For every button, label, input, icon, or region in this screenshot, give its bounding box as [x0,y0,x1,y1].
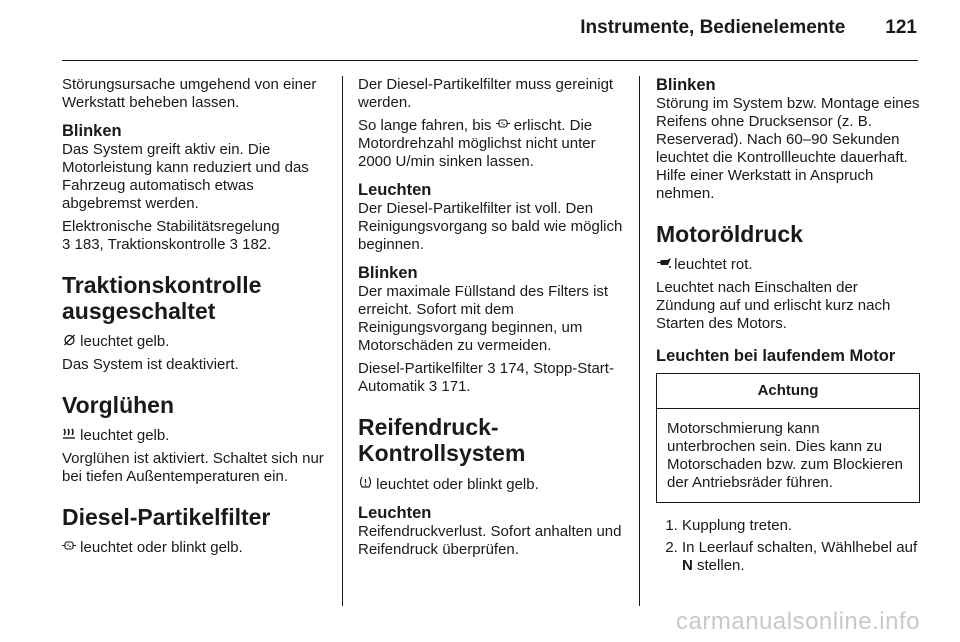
page-reference-arrow-icon: 3 [62,236,71,253]
dpf-status: leuchtet oder blinkt gelb. [80,539,243,556]
reference-text: Diesel-Partikelfilter 3 174, Stopp-Start-Automatik 3 171. [358,360,614,395]
warning-text: Motorschmierung kann unterbrochen sein. Dies kann zu Motorschaden bzw. zum Blockieren der Antriebsräder führen. [667,420,903,491]
glow-plug-icon [62,427,76,445]
page-reference-arrow-icon: 3 [428,378,438,395]
traction-off-icon [62,333,76,351]
page-number: 121 [885,17,917,38]
dpf-cleaning-text: Der Diesel-Partikelfilter muss gereinigt werden. [358,76,614,111]
header-rule [62,60,918,61]
list-item: 2. In Leerlauf schalten, Wählhebel auf N stellen. [682,539,920,575]
traction-status: leuchtet gelb. [80,333,170,350]
oil-pressure-status: leuchtet rot. [674,256,753,273]
watermark: carmanualsonline.info [676,608,920,635]
warning-title: Achtung [657,374,919,409]
oil-pressure-icon [656,256,670,274]
blinken-heading: Blinken [62,122,122,140]
list-item: 1. Kupplung treten. [682,517,920,535]
blinken-text: Der maximale Füllstand des Filters ist erreicht. Sofort mit dem Reinigungsvorgang beginnen, um Motorschäden zu vermeiden. [358,283,609,354]
intro-text: Störungsursache umgehend von einer Werkstatt beheben lassen. [62,76,317,111]
leuchten-heading: Leuchten [358,181,432,199]
blinken-heading: Blinken [358,264,418,282]
traction-heading: Traktionskontrolle ausgeschaltet [62,272,262,324]
blinken-heading: Blinken [656,76,716,94]
tire-pressure-status: leuchtet oder blinkt gelb. [376,476,539,493]
vorgluehen-status: leuchtet gelb. [80,427,170,444]
traction-desc: Das System ist deaktiviert. [62,356,239,373]
reference-text: Elektronische Stabilitätsregelung 3 183, Traktionskontrolle 3 182. [62,218,280,253]
vorgluehen-heading: Vorglühen [62,392,175,418]
column-divider-2 [639,76,640,606]
leuchten-heading: Leuchten [358,504,432,522]
oil-pressure-heading: Motoröldruck [656,221,803,247]
diesel-particle-filter-icon [62,539,76,557]
column-divider-1 [342,76,343,606]
page-header [580,17,917,39]
blinken-text: Störung im System bzw. Montage eines Reifens ohne Drucksensor (z. B. Reserverad). Nach 60–90 Sekunden leuchtet die Kontrollleuchte dauerhaft. Hilfe einer Werkstatt in Anspruch nehmen. [656,95,920,202]
diesel-particle-filter-icon [496,117,510,135]
tire-pressure-heading: Reifendruck- Kontrollsystem [358,414,526,466]
column-1 [62,76,324,562]
running-engine-heading: Leuchten bei laufendem Motor [656,347,896,365]
vorgluehen-desc: Vorglühen ist aktiviert. Schaltet sich nur bei tiefen Außentemperaturen ein. [62,450,324,485]
steps-list [656,517,920,575]
tire-pressure-icon [358,475,372,494]
dpf-heading: Diesel-Partikelfilter [62,504,271,530]
leuchten-text: Der Diesel-Partikelfilter ist voll. Den Reinigungsvorgang so bald wie möglich beginnen. [358,200,623,253]
oil-pressure-desc: Leuchtet nach Einschalten der Zündung auf und erlischt kurz nach Starten des Motors. [656,279,891,332]
leuchten-text: Reifendruckverlust. Sofort anhalten und Reifendruck überprüfen. [358,523,622,558]
column-3 [656,76,920,579]
warning-box [656,373,920,503]
column-2: Der Diesel-Partikelfilter muss gereinigt werden. So lange fahren, bis erlischt. Die Motordrehzahl möglichst nicht unter 2000 U/min sinken lassen. Leuchten Der Diesel-Partikelfilter ist voll. Den Reinigungsvorgang so bald wie möglich beginnen. Blinken Der maximale Füllstand des Filters ist erreicht. Sofort mit dem Reinigungsvorgang beginnen, um Motorschäden zu vermeiden. Diesel-Partikelfilter 3 174, Stopp-Start-Automatik 3 171. Reifendruck- Kontrollsystem leuchtet oder blinkt gelb. Leuchten Reifendruckverlust. Sofort anhalten und Reifendruck überprüfen. [358,76,623,558]
blinken-text: Das System greift aktiv ein. Die Motorleistung kann reduziert und das Fahrzeug automatisch etwas abgebremst werden. [62,141,309,212]
page-reference-arrow-icon: 3 [487,360,496,377]
header-title: Instrumente, Bedienelemente [580,17,846,38]
page-reference-arrow-icon: 3 [229,236,238,253]
